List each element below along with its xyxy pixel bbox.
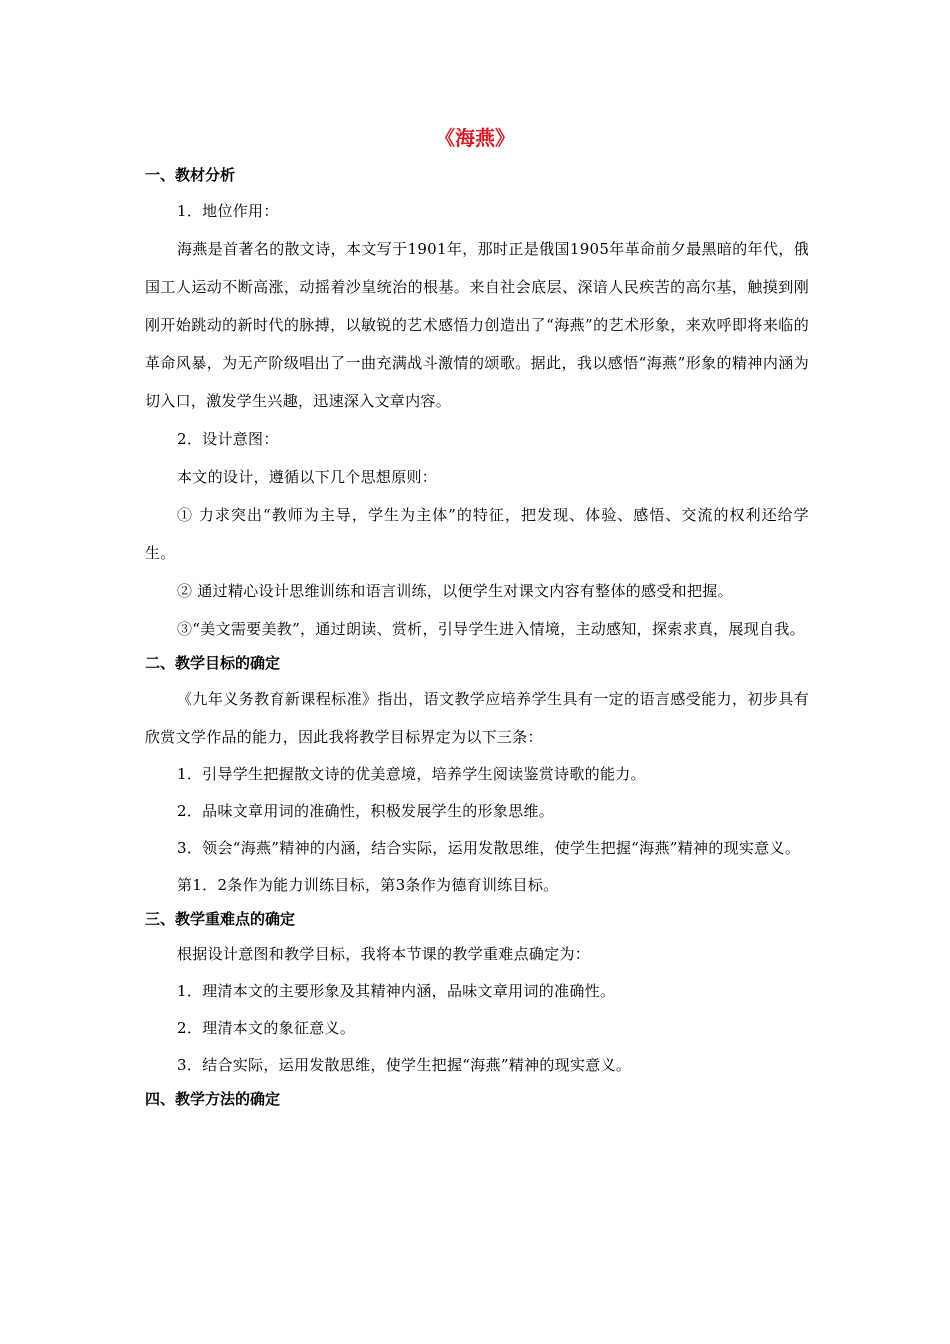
paragraph: 3．结合实际，运用发散思维，使学生把握“海燕”精神的现实意义。 (177, 1056, 632, 1074)
paragraph: ② 通过精心设计思维训练和语言训练，以便学生对课文内容有整体的感受和把握。 (177, 582, 733, 600)
paragraph: 1．引导学生把握散文诗的优美意境，培养学生阅读鉴赏诗歌的能力。 (177, 765, 646, 783)
paragraph: 2．品味文章用词的准确性，积极发展学生的形象思维。 (177, 802, 555, 820)
document-title: 《海燕》 (435, 126, 515, 150)
paragraph: 2．设计意图： (177, 430, 279, 448)
paragraph: 本文的设计，遵循以下几个思想原则： (177, 468, 438, 486)
section-heading-3: 三、教学重难点的确定 (145, 910, 296, 928)
section-heading-4: 四、教学方法的确定 (145, 1090, 281, 1108)
paragraph: 海燕是首著名的散文诗，本文写于1901年，那时正是俄国1905年革命前夕最黑暗的年代，俄国工人运动不断高涨，动摇着沙皇统治的根基。来自社会底层、深谙人民疾苦的高尔基，触摸到刚刚开始跳动的新时代的脉搏，以敏锐的艺术感悟力创造出了“海燕”的艺术形象，来欢呼即将来临的革命风暴，为无产阶级唱出了一曲充满战斗激情的颂歌。据此，我以感悟“海燕”形象的精神内涵为切入口，激发学生兴趣，迅速深入文章内容。 (145, 240, 809, 410)
paragraph: ① 力求突出“教师为主导，学生为主体”的特征，把发现、体验、感悟、交流的权利还给学生。 (145, 506, 809, 562)
paragraph: 第1．2条作为能力训练目标，第3条作为德育训练目标。 (177, 876, 559, 894)
section-heading-1: 一、教材分析 (145, 166, 236, 184)
paragraph: 根据设计意图和教学目标，我将本节课的教学重难点确定为： (177, 945, 591, 963)
section-heading-2: 二、教学目标的确定 (145, 654, 281, 672)
paragraph: 《九年义务教育新课程标准》指出，语文教学应培养学生具有一定的语言感受能力，初步具有欣赏文学作品的能力，因此我将教学目标界定为以下三条： (145, 690, 809, 746)
paragraph: ③“美文需要美教”，通过朗读、赏析，引导学生进入情境，主动感知，探索求真，展现自我。 (177, 620, 805, 638)
document-body (145, 160, 809, 1116)
paragraph: 2．理清本文的象征意义。 (177, 1019, 356, 1037)
paragraph: 3．领会“海燕”精神的内涵，结合实际，运用发散思维，使学生把握“海燕”精神的现实意义。 (177, 839, 801, 857)
paragraph: 1．地位作用： (177, 202, 279, 220)
paragraph: 1．理清本文的主要形象及其精神内涵，品味文章用词的准确性。 (177, 982, 616, 1000)
